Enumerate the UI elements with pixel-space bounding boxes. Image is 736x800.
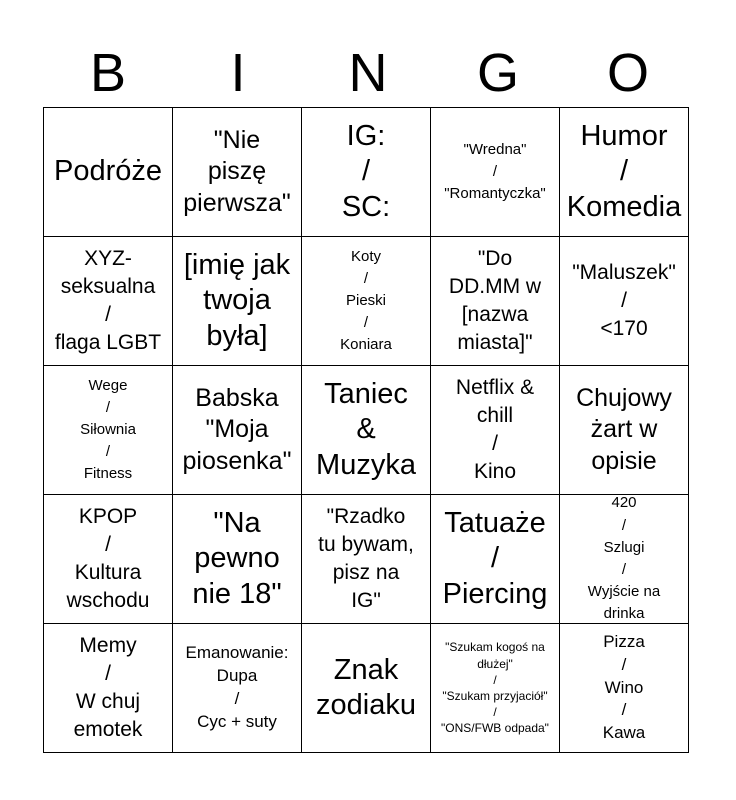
bingo-cell-text xyxy=(302,237,430,365)
bingo-cell-line: pierwsza" xyxy=(183,188,291,217)
bingo-cell-line: emotek xyxy=(73,718,143,742)
bingo-cell-text xyxy=(302,108,430,236)
bingo-cell-line: Cyc + suty xyxy=(197,711,277,731)
bingo-cell-text xyxy=(173,624,301,752)
bingo-cell-line: Humor xyxy=(580,119,668,152)
bingo-cell-line: / xyxy=(105,303,111,326)
bingo-cell-line: "Nie xyxy=(213,126,261,155)
bingo-cell-line: "Do xyxy=(477,246,513,270)
bingo-cell-text xyxy=(560,366,688,494)
bingo-cell[interactable] xyxy=(431,108,560,237)
bingo-cell-line: "Maluszek" xyxy=(572,260,676,284)
bingo-cell-line: SC: xyxy=(341,190,391,223)
bingo-cell[interactable] xyxy=(44,237,173,366)
bingo-cell-text xyxy=(44,237,172,365)
bingo-cell-line: tu bywam, xyxy=(318,532,414,556)
bingo-cell-line: Chujowy xyxy=(576,384,672,413)
bingo-cell-line: / xyxy=(490,542,500,575)
bingo-cell[interactable] xyxy=(44,624,173,753)
bingo-cell[interactable] xyxy=(560,237,689,366)
bingo-cell-line: / xyxy=(621,654,627,674)
bingo-cell-line: "Rzadko xyxy=(326,504,406,528)
bingo-cell-line: Dupa xyxy=(216,666,258,686)
bingo-cell-line: 420 xyxy=(611,494,637,512)
bingo-cell-line: / xyxy=(492,432,498,455)
bingo-cell-line: Emanowanie: xyxy=(185,643,289,663)
bingo-cell-line: XYZ- xyxy=(84,246,132,270)
bingo-cell-text xyxy=(560,624,688,752)
header-letter-o: O xyxy=(606,43,649,103)
bingo-cell-line: / xyxy=(493,672,497,687)
bingo-cell-line: / xyxy=(234,689,240,708)
bingo-row xyxy=(44,108,689,237)
header-letter-g: G xyxy=(476,43,519,103)
bingo-cell-line: dłużej" xyxy=(477,656,513,671)
bingo-cell[interactable] xyxy=(431,237,560,366)
bingo-cell-line: opisie xyxy=(591,446,657,475)
bingo-cell-line: Kawa xyxy=(602,723,646,743)
bingo-cell[interactable] xyxy=(302,108,431,237)
bingo-cell[interactable] xyxy=(302,237,431,366)
bingo-cell-text xyxy=(431,366,559,494)
bingo-cell-line: / xyxy=(492,162,498,180)
bingo-cell-line: Wino xyxy=(604,677,644,697)
bingo-cell-line: wschodu xyxy=(66,589,150,613)
bingo-cell-line: "Szukam kogoś na xyxy=(445,640,545,655)
bingo-cell-text xyxy=(173,108,301,236)
bingo-cell-line: Piercing xyxy=(442,577,548,610)
bingo-cell-text xyxy=(173,366,301,494)
bingo-cell-line: / xyxy=(105,443,111,461)
bingo-cell-line: / xyxy=(621,288,627,312)
bingo-cell[interactable] xyxy=(302,624,431,753)
bingo-cell-line: nie 18" xyxy=(192,577,282,610)
bingo-cell[interactable] xyxy=(560,624,689,753)
header-letter-n: N xyxy=(348,43,388,103)
bingo-cell-line: IG" xyxy=(351,589,381,613)
bingo-cell-text xyxy=(44,366,172,494)
header-letter-i: I xyxy=(230,43,246,103)
bingo-cell-line: "Szukam przyjaciół" xyxy=(442,689,548,703)
bingo-cell-line: / xyxy=(361,155,371,188)
bingo-cell-line: / xyxy=(621,700,627,720)
bingo-cell-text xyxy=(173,237,301,365)
header-letter-b: B xyxy=(89,43,127,103)
bingo-cell-line: "Moja xyxy=(205,415,269,444)
bingo-cell[interactable] xyxy=(173,366,302,495)
bingo-cell-line: była] xyxy=(206,319,268,352)
bingo-cell-line: IG: xyxy=(346,119,386,152)
bingo-cell-line: / xyxy=(363,269,369,287)
bingo-cell-text xyxy=(44,624,172,752)
bingo-cell-line: piszę xyxy=(207,157,267,186)
bingo-cell[interactable] xyxy=(431,624,560,753)
bingo-cell[interactable] xyxy=(302,366,431,495)
bingo-cell-line: / xyxy=(621,516,627,534)
bingo-cell-line: Memy xyxy=(79,633,137,657)
bingo-cell-text xyxy=(560,237,688,365)
bingo-cell-line: / xyxy=(105,398,111,416)
bingo-cell-line: / xyxy=(621,561,627,578)
bingo-cell[interactable] xyxy=(173,495,302,624)
bingo-cell[interactable] xyxy=(44,495,173,624)
bingo-cell-text xyxy=(431,624,559,752)
bingo-cell-line: Kultura xyxy=(74,561,142,584)
bingo-cell-line: Siłownia xyxy=(80,420,136,438)
bingo-cell-line: Znak xyxy=(333,653,399,686)
bingo-cell-line: Koty xyxy=(350,247,381,265)
bingo-cell-line: drinka xyxy=(603,605,645,623)
bingo-header xyxy=(43,40,693,106)
bingo-cell-line: piosenka" xyxy=(182,446,292,475)
bingo-cell-line: żart w xyxy=(590,415,658,444)
bingo-cell-line: DD.MM w xyxy=(448,274,542,298)
bingo-cell-line: "ONS/FWB odpada" xyxy=(441,721,549,736)
bingo-cell-line: Koniara xyxy=(340,336,392,354)
bingo-cell-line: twoja xyxy=(203,284,271,317)
bingo-cell-line: [nazwa xyxy=(461,303,529,326)
bingo-cell-text xyxy=(560,495,688,623)
bingo-cell[interactable] xyxy=(173,237,302,366)
bingo-cell-text xyxy=(44,495,172,623)
bingo-cell-text xyxy=(302,624,430,752)
bingo-cell-line: "Na xyxy=(213,506,261,539)
bingo-cell-line: Muzyka xyxy=(316,448,416,481)
bingo-cell-line: W chuj xyxy=(75,690,141,713)
bingo-cell-line: zodiaku xyxy=(316,689,416,721)
bingo-cell-line: Taniec xyxy=(324,377,408,410)
bingo-cell-line: KPOP xyxy=(78,504,138,528)
bingo-cell-line: Pieski xyxy=(345,291,386,309)
bingo-cell-text xyxy=(302,366,430,494)
bingo-row xyxy=(44,366,689,495)
bingo-cell-line: Podróże xyxy=(53,155,162,188)
bingo-cell-text xyxy=(302,495,430,623)
bingo-cell-line: Pizza xyxy=(603,632,645,652)
bingo-cell-line: miasta]" xyxy=(457,331,533,355)
bingo-row xyxy=(44,624,689,753)
bingo-cell[interactable] xyxy=(431,495,560,624)
bingo-cell-line: Tatuaże xyxy=(444,506,546,539)
bingo-board xyxy=(43,107,689,753)
bingo-cell-line: Netflix & xyxy=(455,375,535,399)
bingo-row xyxy=(44,495,689,624)
bingo-cell[interactable] xyxy=(560,366,689,495)
bingo-cell-line: / xyxy=(493,705,497,720)
bingo-cell-text xyxy=(173,495,301,623)
bingo-cell-line: chill xyxy=(476,403,514,427)
bingo-cell-line: pewno xyxy=(194,542,280,575)
bingo-cell-line: [imię jak xyxy=(183,248,291,281)
bingo-cell-text xyxy=(431,495,559,623)
bingo-cell[interactable] xyxy=(302,495,431,624)
bingo-cell-text xyxy=(431,237,559,365)
bingo-cell-line: Babska xyxy=(195,384,279,413)
bingo-cell-line: Wyjście na xyxy=(587,583,661,601)
bingo-cell-line: / xyxy=(619,155,629,188)
bingo-cell[interactable] xyxy=(560,495,689,624)
bingo-cell[interactable] xyxy=(173,624,302,753)
bingo-cell-line: Kino xyxy=(473,460,517,484)
bingo-cell[interactable] xyxy=(431,366,560,495)
bingo-cell-line: / xyxy=(363,314,369,332)
bingo-cell[interactable] xyxy=(44,108,173,237)
bingo-cell-line: flaga LGBT xyxy=(54,331,162,355)
bingo-cell-line: / xyxy=(105,661,111,685)
bingo-cell-line: <170 xyxy=(600,317,648,341)
bingo-cell-text xyxy=(560,108,688,236)
bingo-cell-line: Komedia xyxy=(566,190,682,223)
bingo-cell-line: / xyxy=(105,532,111,556)
bingo-row xyxy=(44,237,689,366)
bingo-cell-text xyxy=(431,108,559,236)
bingo-cell-line: "Romantyczka" xyxy=(444,185,546,203)
bingo-cell-line: Wege xyxy=(88,376,128,394)
bingo-cell-line: "Wredna" xyxy=(463,140,527,158)
bingo-cell-line: & xyxy=(356,413,376,446)
bingo-cell-text xyxy=(44,108,172,236)
bingo-cell-line: Szlugi xyxy=(603,538,645,556)
bingo-cell[interactable] xyxy=(44,366,173,495)
bingo-cell[interactable] xyxy=(173,108,302,237)
bingo-cell-line: seksualna xyxy=(60,274,156,298)
bingo-cell[interactable] xyxy=(560,108,689,237)
bingo-cell-line: pisz na xyxy=(332,561,400,584)
bingo-cell-line: Fitness xyxy=(83,465,133,483)
